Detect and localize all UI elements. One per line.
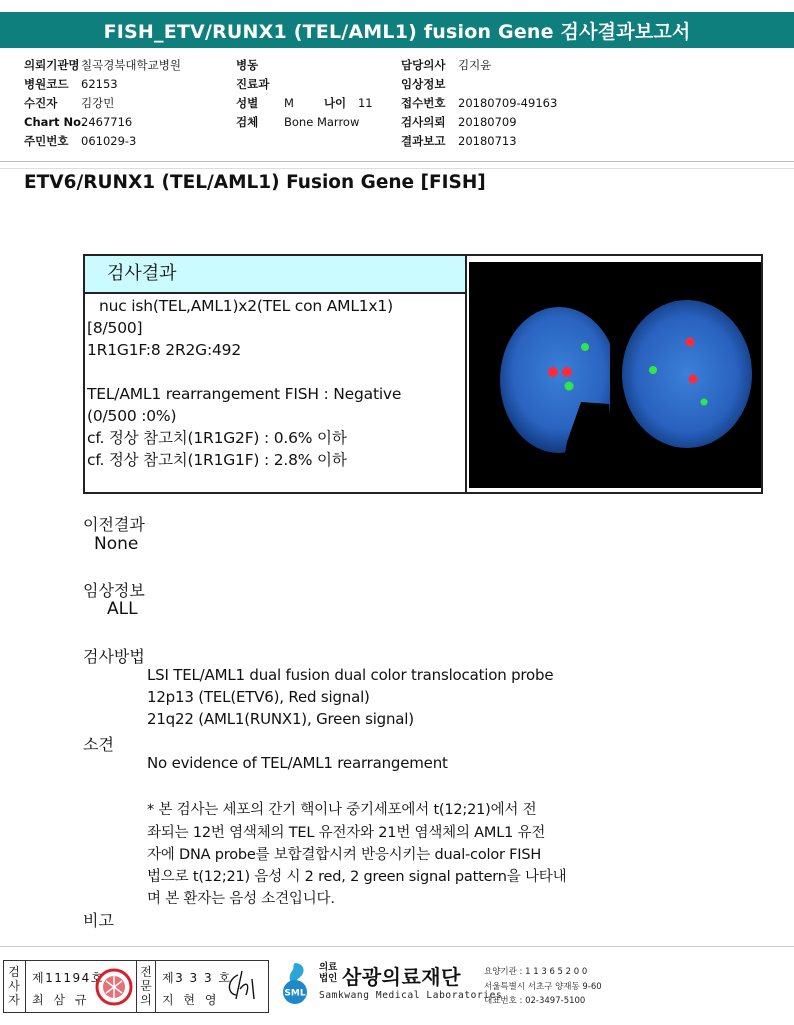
- examiner-name: 최 삼 규: [32, 993, 90, 1007]
- specialist-license-no: 제3 3 3 호: [162, 971, 232, 985]
- examiner-label-text: 검 사 자: [8, 965, 20, 1007]
- footer-divider: [0, 946, 794, 947]
- finding-line: 좌되는 12번 염색체의 TEL 유전자와 21번 염색체의 AML1 유전: [147, 825, 546, 841]
- result-line: TEL/AML1 rearrangement FISH : Negative: [87, 385, 402, 403]
- info-row-ward: 병동: [236, 58, 259, 72]
- info-row-institution: 의뢰기관명칠곡경북대학교병원: [24, 58, 181, 72]
- result-header: 검사결과: [85, 256, 465, 294]
- specialist-label-cell: [136, 961, 156, 1012]
- info-row-request-date: 검사의뢰 20180709: [401, 115, 517, 129]
- method-line: LSI TEL/AML1 dual fusion dual color translocation probe: [147, 666, 554, 684]
- examiner-license-no: 제11194호: [32, 971, 104, 985]
- finding-line: No evidence of TEL/AML1 rearrangement: [147, 754, 448, 772]
- org-prefix: 의료 법인: [319, 962, 338, 984]
- org-detail-code: 요양기관 : 1 1 3 6 5 2 0 0: [484, 967, 588, 977]
- org-detail-address: 서울특별시 서초구 양재동 9-60: [484, 982, 602, 992]
- result-body: [85, 294, 465, 471]
- test-title: ETV6/RUNX1 (TEL/AML1) Fusion Gene [FISH]: [24, 172, 486, 193]
- sml-logo-text: SML: [284, 988, 306, 999]
- result-line-blank: [87, 361, 465, 383]
- info-row-hospital-code: 병원코드 62153: [24, 77, 118, 91]
- finding-line: 며 본 환자는 음성 소견입니다.: [147, 891, 335, 907]
- patient-info-column-2: [236, 56, 373, 132]
- report-title-bar: [0, 12, 794, 48]
- result-line: 1R1G1F:8 2R2G:492: [87, 341, 241, 359]
- seal-svg: [92, 965, 136, 1009]
- result-text-panel: [85, 256, 467, 492]
- previous-result-value: None: [94, 534, 139, 554]
- examiner-label: [4, 965, 24, 1007]
- signature-box: [3, 960, 269, 1013]
- fish-micrograph-svg: [469, 262, 761, 488]
- info-row-specimen: 검체 Bone Marrow: [236, 115, 360, 129]
- org-name-en: Samkwang Medical Laboratories: [319, 990, 503, 1001]
- hospital-seal-stamp: [92, 965, 136, 1013]
- org-name: 삼광의료재단: [342, 965, 461, 989]
- sml-logo-svg: [272, 960, 318, 1006]
- signature-svg: [222, 969, 262, 1003]
- info-row-resident-no: 주민번호 061029-3: [24, 134, 137, 148]
- result-line: cf. 정상 참고치(1R1G2F) : 0.6% 이하: [87, 429, 347, 447]
- signature-mark: [222, 969, 262, 1007]
- info-row-chart-no: Chart No.2467716: [24, 115, 133, 129]
- finding-line: 법으로 t(12;21) 음성 시 2 red, 2 green signal pattern을 나타내: [147, 869, 567, 885]
- header-divider: [0, 161, 794, 162]
- result-line: cf. 정상 참고치(1R1G1F) : 2.8% 이하: [87, 451, 347, 469]
- result-line: nuc ish(TEL,AML1)x2(TEL con AML1x1): [99, 297, 393, 315]
- patient-info-column-3: [401, 56, 557, 151]
- info-row-patient-name: 수진자 김강민: [24, 96, 115, 110]
- fish-micrograph-image: [469, 262, 761, 488]
- result-line: [8/500]: [87, 319, 143, 337]
- header-divider-2: [0, 168, 794, 169]
- info-row-clinical-info: 임상정보: [401, 77, 446, 91]
- info-row-department: 진료과: [236, 77, 270, 91]
- finding-line: * 본 검사는 세포의 간기 핵이나 중기세포에서 t(12;21)에서 전: [147, 802, 537, 818]
- result-box: [83, 254, 763, 494]
- info-row-receipt-no: 접수번호 20180709-49163: [401, 96, 558, 110]
- finding-label: 소견: [83, 735, 114, 754]
- specialist-label: [136, 965, 156, 1007]
- examiner-label-cell: [4, 961, 26, 1012]
- specialist-name: 지 현 영: [162, 993, 220, 1007]
- org-detail-phone: 대표번호 : 02-3497-5100: [484, 996, 586, 1006]
- remarks-label: 비고: [83, 911, 114, 930]
- method-line: 21q22 (AML1(RUNX1), Green signal): [147, 710, 414, 728]
- sml-logo-icon: [272, 960, 318, 1010]
- patient-info-column-1: [24, 56, 181, 151]
- method-label: 검사방법: [83, 647, 145, 666]
- finding-line: 자에 DNA probe를 보합결합시켜 반응시키는 dual-color FISH: [147, 847, 542, 863]
- info-row-sex-age: 성별 M 나이 11: [236, 94, 373, 113]
- specialist-label-text: 전 문 의: [140, 965, 152, 1007]
- info-row-doctor: 담당의사 김지윤: [401, 58, 492, 72]
- report-title: FISH_ETV/RUNX1 (TEL/AML1) fusion Gene 검사결과보고서: [103, 20, 691, 43]
- age-value: 11: [357, 96, 373, 110]
- age-label: 나이: [323, 96, 347, 110]
- result-line: (0/500 :0%): [87, 407, 177, 425]
- clinical-info-label: 임상정보: [83, 581, 145, 600]
- method-line: 12p13 (TEL(ETV6), Red signal): [147, 688, 370, 706]
- previous-result-label: 이전결과: [83, 515, 145, 534]
- clinical-info-value: ALL: [107, 599, 138, 619]
- info-row-report-date: 결과보고 20180713: [401, 134, 517, 148]
